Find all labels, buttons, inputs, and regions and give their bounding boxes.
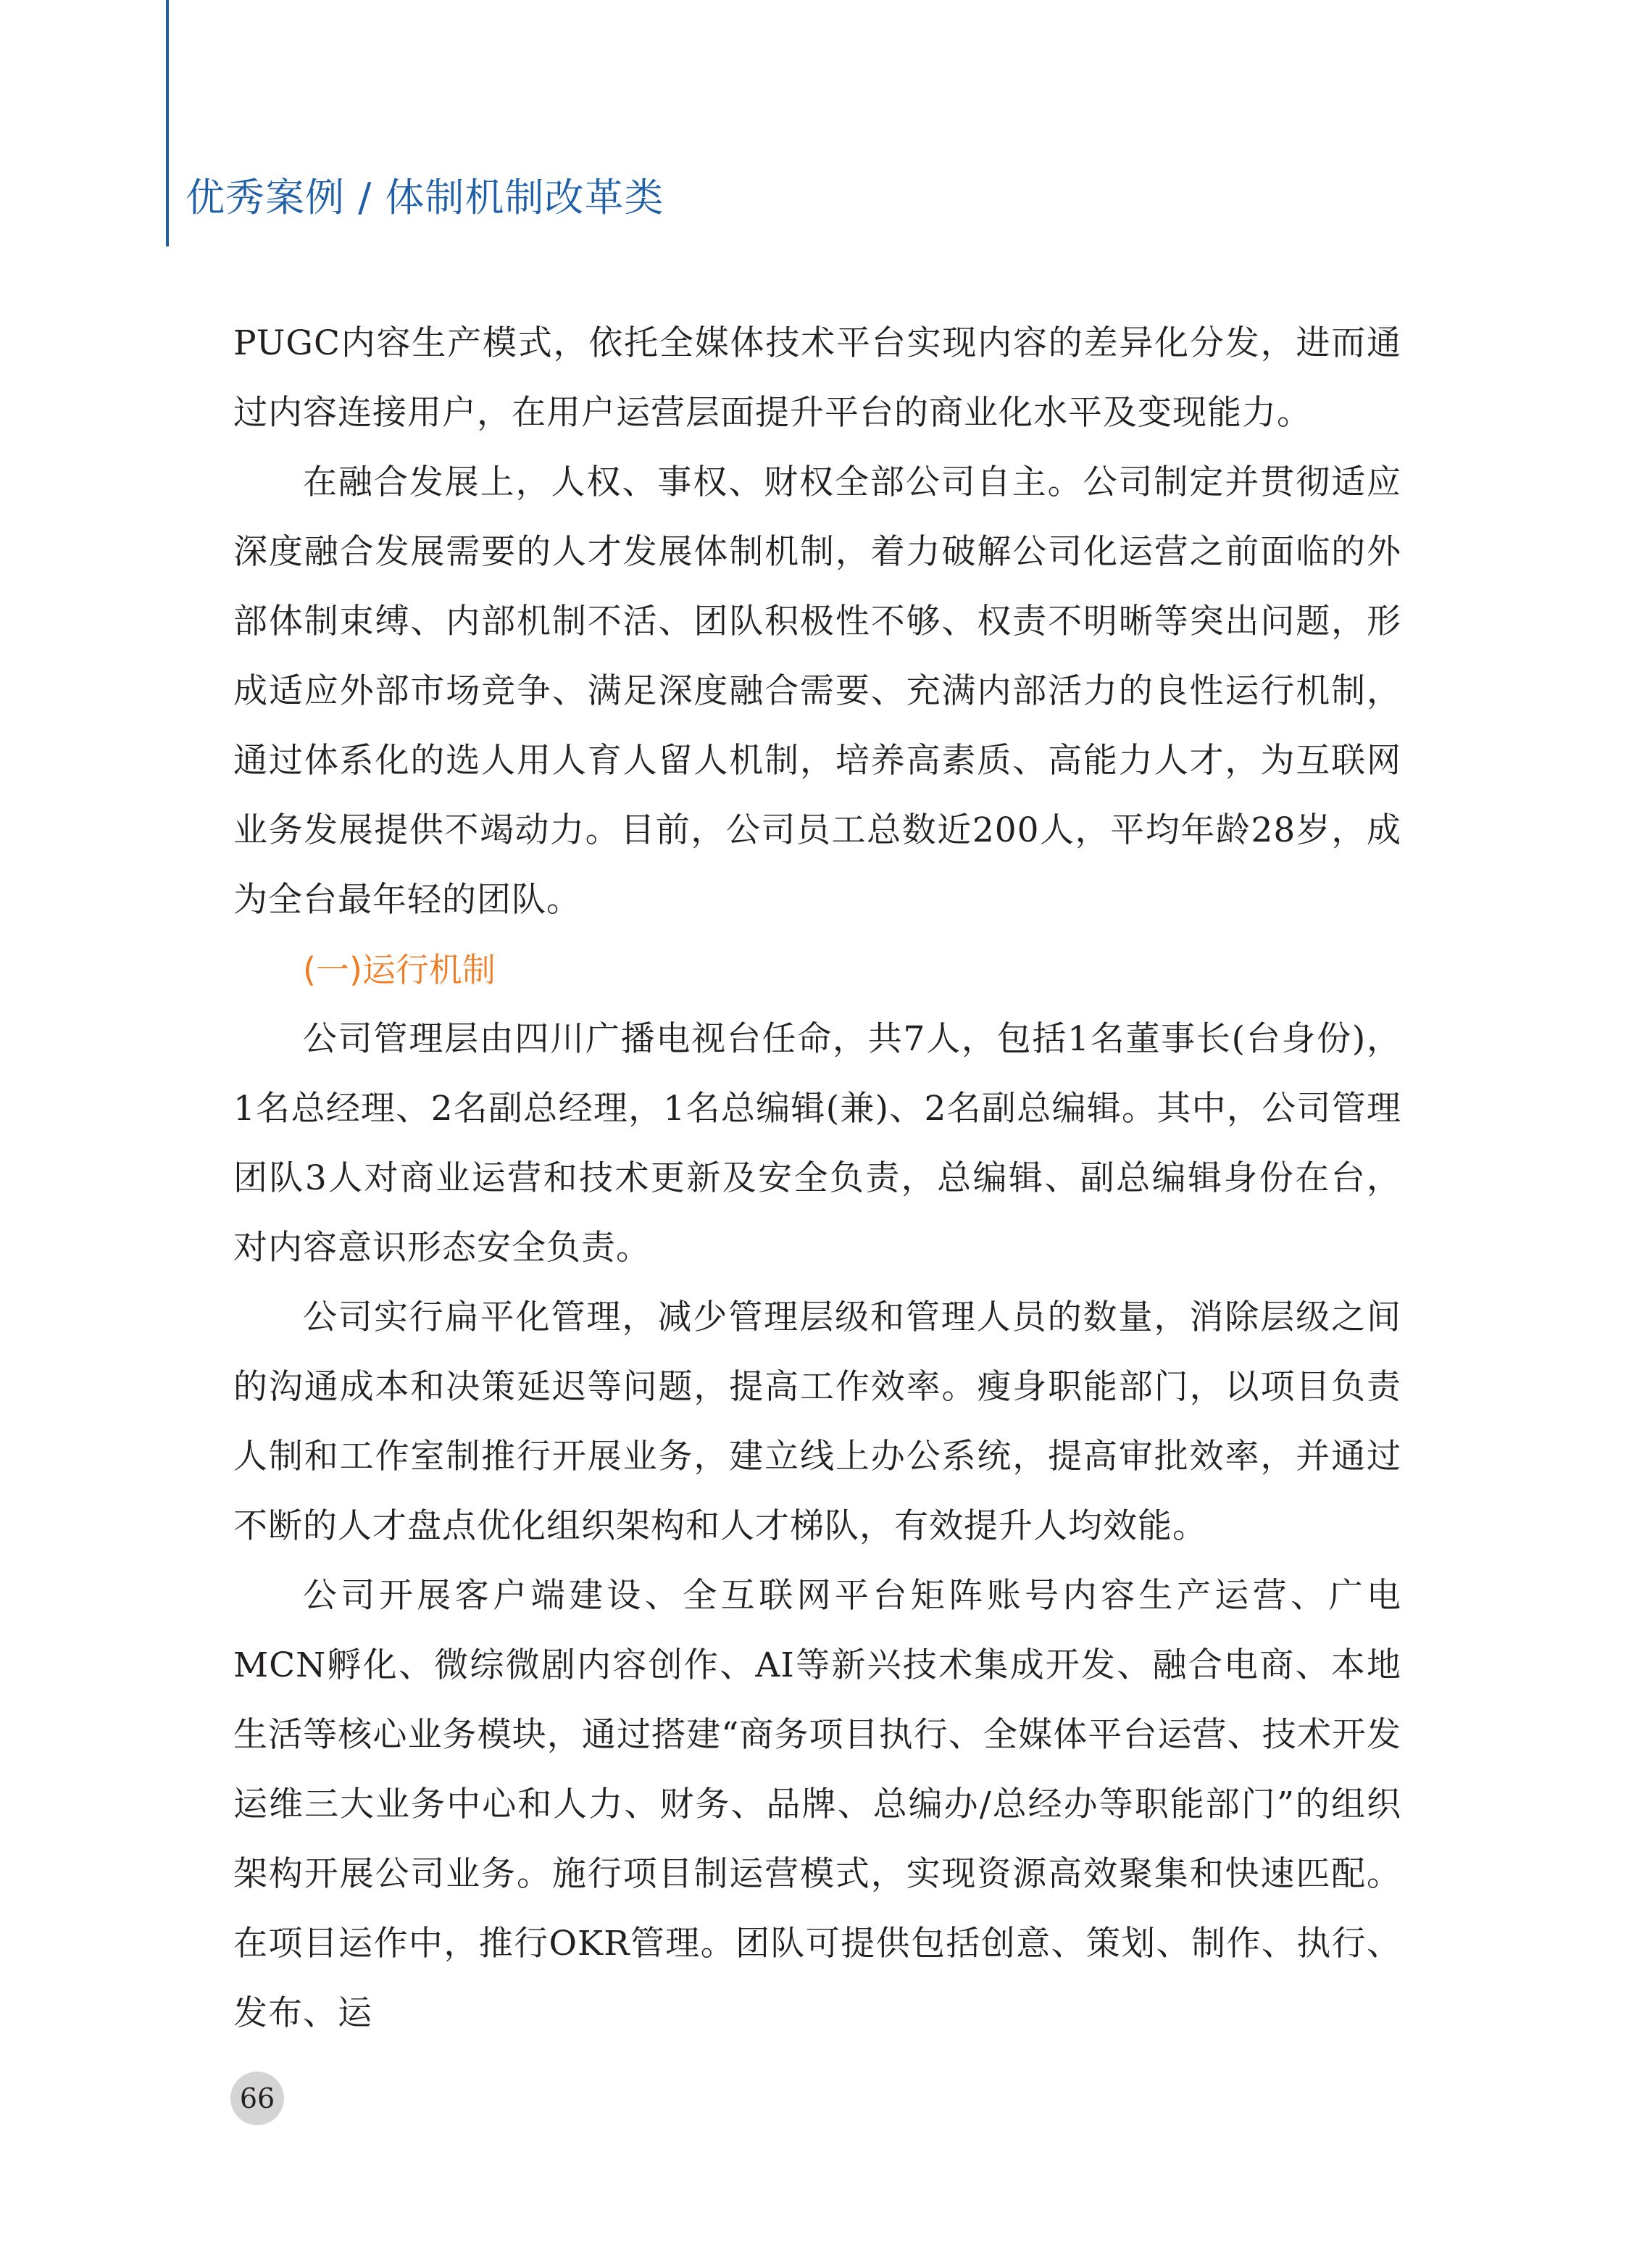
running-header-title: 优秀案例 / 体制机制改革类 bbox=[186, 175, 664, 220]
paragraph-5: 公司开展客户端建设、全互联网平台矩阵账号内容生产运营、广电MCN孵化、微综微剧内容创作、AI等新兴技术集成开发、融合电商、本地生活等核心业务模块，通过搭建“商务项目执行、全媒体平台运营、技术开发运维三大业务中心和人力、财务、品牌、总编办/总经办等职能部门”的组织架构开展公司业务。施行项目制运营模式，实现资源高效聚集和快速匹配。在项目运作中，推行OKR管理。团队可提供包括创意、策划、制作、执行、发布、运 bbox=[233, 1576, 1401, 2033]
paragraph-2: 在融合发展上，人权、事权、财权全部公司自主。公司制定并贯彻适应深度融合发展需要的人才发展体制机制，着力破解公司化运营之前面临的外部体制束缚、内部机制不活、团队积极性不够、权责不明晰等突出问题，形成适应外部市场竞争、满足深度融合需要、充满内部活力的良性运行机制，通过体系化的选人用人育人留人机制，培养高素质、高能力人才，为互联网业务发展提供不竭动力。目前，公司员工总数近200人，平均年龄28岁，成为全台最年轻的团队。 bbox=[233, 462, 1401, 920]
paragraph-4: 公司实行扁平化管理，减少管理层级和管理人员的数量，消除层级之间的沟通成本和决策延迟等问题，提高工作效率。瘦身职能部门，以项目负责人制和工作室制推行开展业务，建立线上办公系统，提高审批效率，并通过不断的人才盘点优化组织架构和人才梯队，有效提升人均效能。 bbox=[233, 1297, 1401, 1546]
page-body bbox=[233, 309, 1401, 2048]
page-number-badge: 66 bbox=[230, 2072, 284, 2125]
paragraph-1: PUGC内容生产模式，依托全媒体技术平台实现内容的差异化分发，进而通过内容连接用户，在用户运营层面提升平台的商业化水平及变现能力。 bbox=[233, 323, 1401, 433]
header-accent-rule bbox=[166, 0, 169, 246]
paragraph-3: 公司管理层由四川广播电视台任命，共7人，包括1名董事长(台身份)，1名总经理、2名副总经理，1名总编辑(兼)、2名副总编辑。其中，公司管理团队3人对商业运营和技术更新及安全负责，总编辑、副总编辑身份在台，对内容意识形态安全负责。 bbox=[233, 1019, 1401, 1268]
section-heading: (一)运行机制 bbox=[303, 950, 496, 989]
